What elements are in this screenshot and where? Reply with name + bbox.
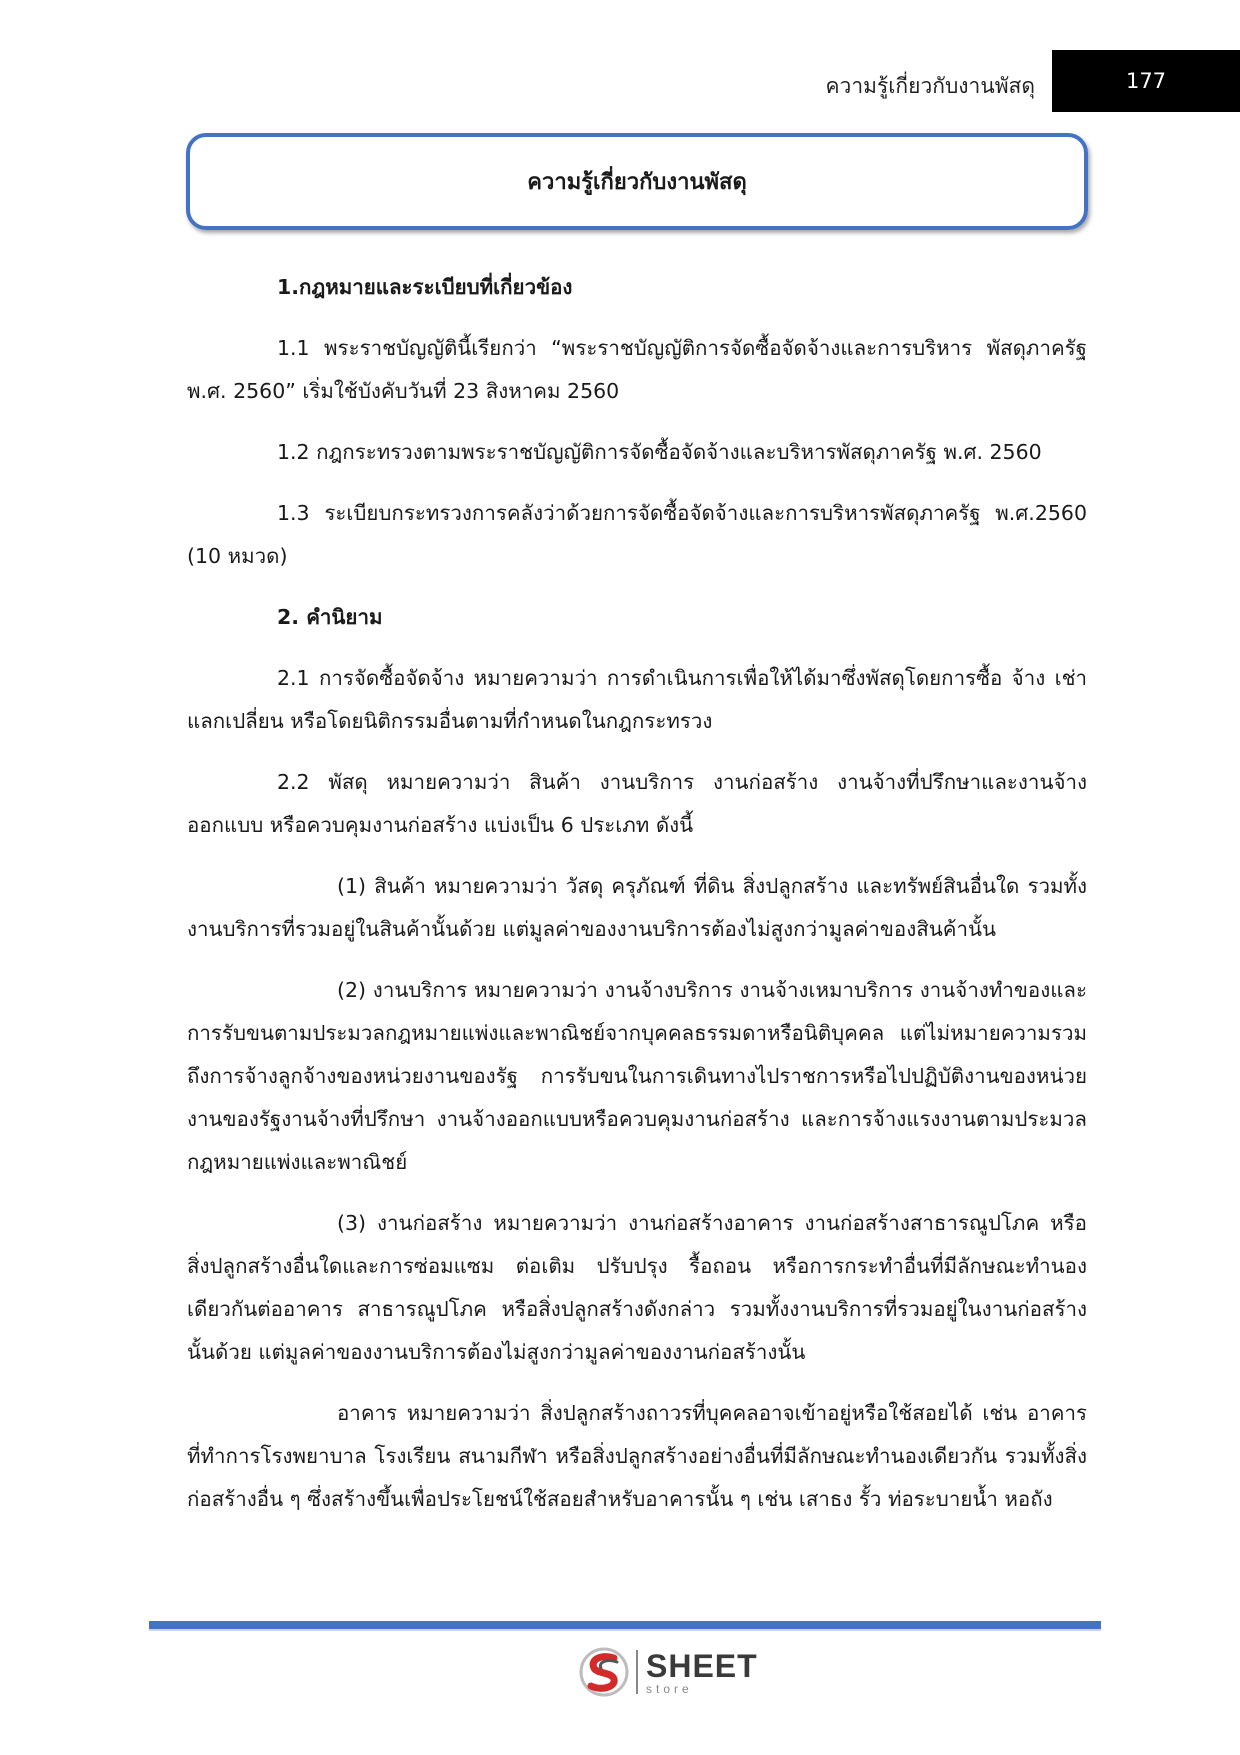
paragraph-2-2: 2.2 พัสดุ หมายความว่า สินค้า งานบริการ งานก่อสร้าง งานจ้างที่ปรึกษาและงานจ้างออกแบบ หรือควบคุมงานก่อสร้าง แบ่งเป็น 6 ประเภท ดังนี้	[187, 770, 1087, 837]
logo-subword: store	[646, 1681, 693, 1696]
sheet-store-logo	[578, 1646, 758, 1698]
footer-divider	[149, 1621, 1101, 1629]
definition-item-2: (2) งานบริการ หมายความว่า งานจ้างบริการ งานจ้างเหมาบริการ งานจ้างทำของและการรับขนตามประมวลกฎหมายแพ่งและพาณิชย์จากบุคคลธรรมดาหรือนิติบุคคล แต่ไม่หมายความรวมถึงการจ้างลูกจ้างของหน่วยงานของรัฐ การรับขนในการเดินทางไปราชการหรือไปปฏิบัติงานของหน่วยงานของรัฐงานจ้างที่ปรึกษา งานจ้างออกแบบหรือควบคุมงานก่อสร้าง และการจ้างแรงงานตามประมวลกฎหมายแพ่งและพาณิชย์	[187, 978, 1087, 1174]
section-heading-1: 1.กฎหมายและระเบียบที่เกี่ยวข้อง	[277, 275, 573, 299]
paragraph-2-1: 2.1 การจัดซื้อจัดจ้าง หมายความว่า การดำเนินการเพื่อให้ได้มาซึ่งพัสดุโดยการซื้อ จ้าง เช่า แลกเปลี่ยน หรือโดยนิติกรรมอื่นตามที่กำหนดในกฎกระทรวง	[187, 666, 1087, 733]
paragraph-1-3: 1.3 ระเบียบกระทรวงการคลังว่าด้วยการจัดซื้อจัดจ้างและการบริหารพัสดุภาครัฐ พ.ศ.2560 (10 หมวด)	[187, 501, 1087, 568]
chapter-title: ความรู้เกี่ยวกับงานพัสดุ	[527, 170, 747, 195]
running-header-title: ความรู้เกี่ยวกับงานพัสดุ	[825, 74, 1035, 98]
building-definition: อาคาร หมายความว่า สิ่งปลูกสร้างถาวรที่บุคคลอาจเข้าอยู่หรือใช้สอยได้ เช่น อาคาร ที่ทำการโรงพยาบาล โรงเรียน สนามกีฬา หรือสิ่งปลูกสร้างอย่างอื่นที่มีลักษณะทำนองเดียวกัน รวมทั้งสิ่งก่อสร้างอื่น ๆ ซึ่งสร้างขึ้นเพื่อประโยชน์ใช้สอยสำหรับอาคารนั้น ๆ เช่น เสาธง รั้ว ท่อระบายน้ำ หอถัง	[187, 1401, 1087, 1511]
definition-item-3: (3) งานก่อสร้าง หมายความว่า งานก่อสร้างอาคาร งานก่อสร้างสาธารณูปโภค หรือสิ่งปลูกสร้างอื่นใดและการซ่อมแซม ต่อเติม ปรับปรุง รื้อถอน หรือการกระทำอื่นที่มีลักษณะทำนองเดียวกันต่ออาคาร สาธารณูปโภค หรือสิ่งปลูกสร้างดังกล่าว รวมทั้งงานบริการที่รวมอยู่ในงานก่อสร้างนั้นด้วย แต่มูลค่าของงานบริการต้องไม่สูงกว่ามูลค่าของงานก่อสร้างนั้น	[187, 1211, 1087, 1364]
logo-word: SHEET	[646, 1647, 758, 1684]
page-number: 177	[1052, 50, 1240, 112]
document-body	[187, 266, 1087, 1539]
paragraph-1-1: 1.1 พระราชบัญญัตินี้เรียกว่า “พระราชบัญญัติการจัดซื้อจัดจ้างและการบริหาร พัสดุภาครัฐ พ.ศ. 2560” เริ่มใช้บังคับวันที่ 23 สิงหาคม 2560	[187, 336, 1087, 403]
logo-text	[646, 1647, 758, 1696]
paragraph-1-2: 1.2 กฎกระทรวงตามพระราชบัญญัติการจัดซื้อจัดจ้างและบริหารพัสดุภาครัฐ พ.ศ. 2560	[277, 440, 1042, 464]
section-heading-2: 2. คำนิยาม	[277, 605, 383, 629]
chapter-title-box	[186, 133, 1088, 230]
sheet-store-logo-icon	[578, 1646, 630, 1698]
logo-divider	[636, 1650, 638, 1694]
definition-item-1: (1) สินค้า หมายความว่า วัสดุ ครุภัณฑ์ ที่ดิน สิ่งปลูกสร้าง และทรัพย์สินอื่นใด รวมทั้งงานบริการที่รวมอยู่ในสินค้านั้นด้วย แต่มูลค่าของงานบริการต้องไม่สูงกว่ามูลค่าของสินค้านั้น	[187, 874, 1087, 941]
